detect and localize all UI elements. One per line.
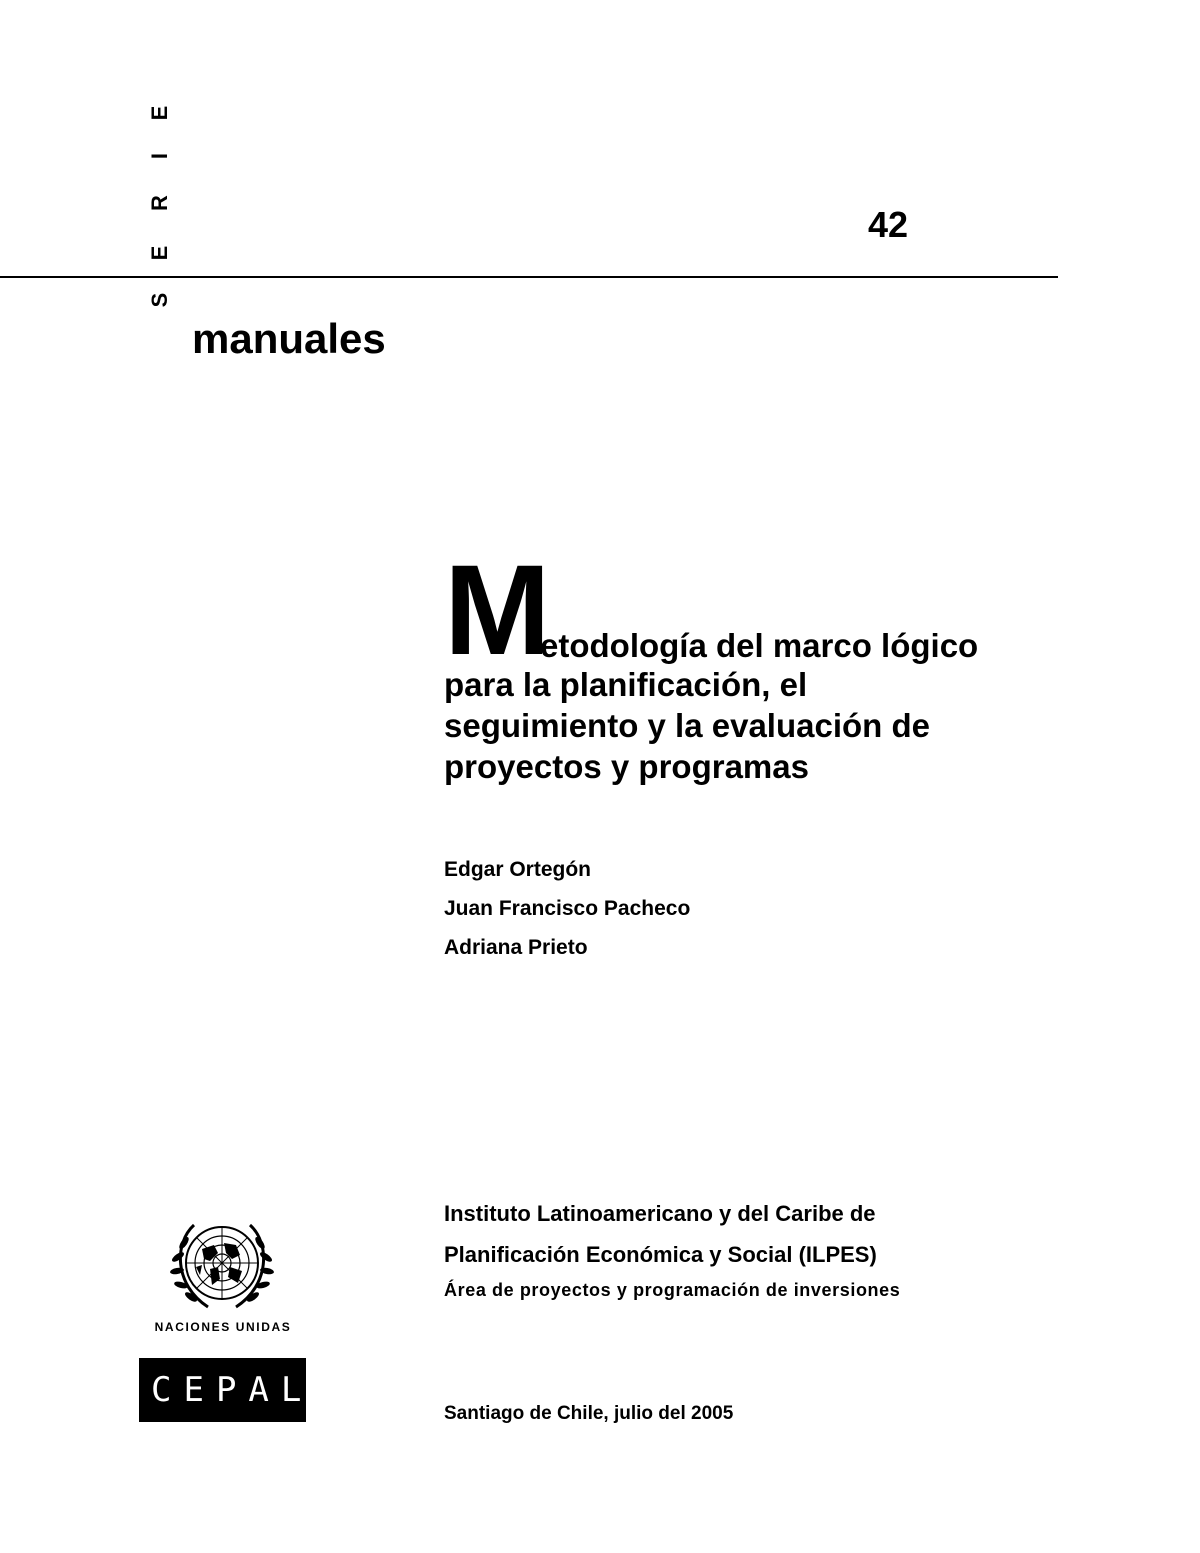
author-list	[444, 850, 690, 967]
author-name: Adriana Prieto	[444, 936, 588, 959]
serie-letter-e2: E	[147, 105, 172, 121]
header-divider	[0, 276, 1058, 278]
serie-letter-r: R	[147, 195, 172, 211]
serie-letter-i: I	[147, 152, 172, 160]
title-first-line-text: etodología del marco lógico	[540, 627, 979, 664]
serie-letter-s: S	[147, 292, 172, 308]
cepal-logo: CEPAL	[139, 1358, 306, 1422]
un-emblem-icon	[166, 1215, 278, 1315]
series-name: manuales	[192, 315, 386, 362]
title-first-line	[444, 539, 1084, 682]
institute-name-line: Planificación Económica y Social (ILPES)	[444, 1242, 877, 1267]
institute-area: Área de proyectos y programación de inversiones	[444, 1280, 901, 1300]
title-line: para la planificación, el	[444, 666, 808, 703]
author-name: Edgar Ortegón	[444, 858, 592, 881]
title-line: seguimiento y la evaluación de	[444, 707, 930, 744]
document-title	[444, 539, 1084, 787]
title-drop-cap: M	[444, 539, 547, 682]
author-name: Juan Francisco Pacheco	[444, 897, 691, 920]
institute-name-line: Instituto Latinoamericano y del Caribe de	[444, 1201, 876, 1226]
institute-block	[444, 1193, 900, 1305]
un-label: NACIONES UNIDAS	[154, 1320, 292, 1334]
title-line: proyectos y programas	[444, 748, 809, 785]
serie-letter-e: E	[147, 245, 172, 261]
place-date: Santiago de Chile, julio del 2005	[444, 1403, 734, 1424]
series-number: 42	[868, 204, 909, 245]
